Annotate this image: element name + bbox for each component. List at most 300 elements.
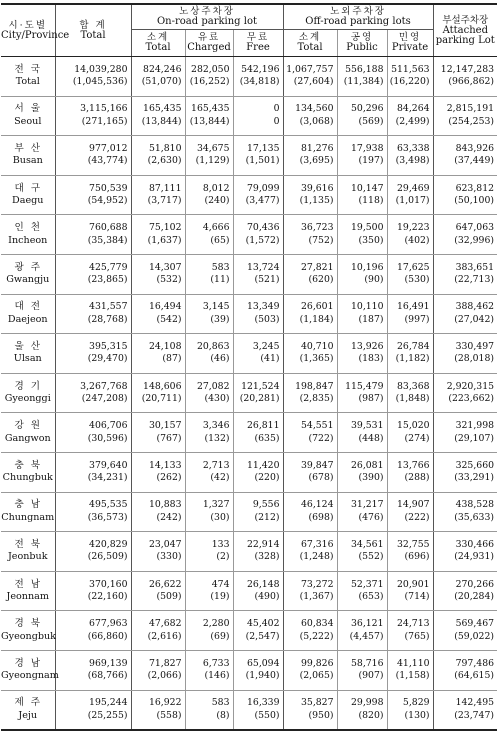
cell-value: 321,998 — [455, 420, 495, 432]
table-row — [1, 452, 497, 492]
cell-value: 2,920,315 — [446, 380, 495, 392]
cell-off-private — [387, 690, 433, 730]
cell-value-paren: (2,630) — [147, 155, 182, 167]
cell-value-paren: (448) — [358, 432, 384, 444]
cell-value-paren: (1,182) — [395, 353, 430, 365]
cell-value-paren: (130) — [404, 709, 430, 721]
cell-on-free — [233, 650, 283, 690]
cell-off-private — [387, 215, 433, 255]
cell-value-paren: (35,633) — [454, 511, 495, 523]
cell-total — [55, 413, 131, 453]
cell-on-total — [131, 136, 185, 176]
cell-value-paren: (183) — [358, 353, 384, 365]
cell-value-paren: (1,940) — [245, 670, 280, 682]
cell-value: 34,561 — [350, 538, 384, 550]
cell-value-paren: (30) — [210, 511, 230, 523]
cell-on-charged — [185, 650, 233, 690]
cell-off-public — [337, 492, 387, 532]
cell-value: 395,315 — [89, 340, 128, 352]
cell-off-total — [283, 413, 337, 453]
header-on-total — [131, 30, 185, 57]
cell-value: 115,479 — [345, 380, 384, 392]
table-row — [1, 413, 497, 453]
cell-value: 583 — [211, 697, 230, 709]
cell-on-total — [131, 532, 185, 572]
cell-value: 3,267,768 — [80, 380, 128, 392]
cell-value-paren: (752) — [308, 234, 334, 246]
cell-value: 26,784 — [397, 340, 430, 352]
cell-value-paren: (50,100) — [454, 195, 495, 207]
cell-value: 13,724 — [246, 261, 280, 273]
table-row — [1, 96, 497, 136]
cell-attached — [433, 532, 497, 572]
cell-on-free — [233, 690, 283, 730]
cell-value: 50,296 — [350, 103, 384, 115]
cell-value: 27,082 — [196, 380, 230, 392]
cell-total — [55, 136, 131, 176]
cell-value: 2,280 — [202, 618, 230, 630]
region-cell — [1, 57, 55, 97]
cell-value-paren: (34,231) — [87, 472, 128, 484]
cell-on-charged — [185, 373, 233, 413]
cell-value: 843,926 — [455, 142, 495, 154]
cell-on-free — [233, 254, 283, 294]
cell-value: 14,307 — [148, 261, 182, 273]
cell-value-paren: (54,952) — [87, 195, 128, 207]
cell-off-total — [283, 215, 337, 255]
cell-value-paren: (223,662) — [448, 393, 495, 405]
cell-value-paren: (16,252) — [189, 76, 230, 88]
cell-value-paren: (542) — [156, 313, 182, 325]
cell-off-private — [387, 175, 433, 215]
cell-on-charged — [185, 215, 233, 255]
header-on-free-ko: 무료 — [246, 32, 270, 43]
cell-value-paren: (635) — [254, 432, 280, 444]
cell-value: 647,063 — [455, 222, 495, 234]
cell-value: 29,998 — [350, 697, 384, 709]
cell-value: 19,223 — [397, 222, 430, 234]
region-name-en: Seoul — [14, 115, 42, 127]
header-total-ko: 합 계 — [79, 19, 107, 31]
cell-value-paren: (950) — [308, 709, 334, 721]
cell-off-total — [283, 650, 337, 690]
header-region-ko: 시·도별 — [8, 19, 48, 31]
header-region-en: City/Province — [1, 29, 70, 41]
cell-value: 2,713 — [202, 459, 230, 471]
header-attached-ko: 부설주차장 — [442, 14, 489, 26]
region-cell — [1, 452, 55, 492]
cell-total — [55, 215, 131, 255]
cell-total — [55, 57, 131, 97]
cell-attached — [433, 136, 497, 176]
region-name-en: Incheon — [8, 234, 48, 246]
cell-value: 39,531 — [350, 420, 384, 432]
cell-value-paren: (59,022) — [454, 630, 495, 642]
cell-off-public — [337, 215, 387, 255]
cell-on-total — [131, 334, 185, 374]
cell-value: 24,108 — [148, 340, 182, 352]
cell-value: 165,435 — [191, 103, 230, 115]
region-name-en: Gangwon — [4, 432, 51, 444]
cell-on-charged — [185, 254, 233, 294]
cell-value-paren: (1,045,536) — [72, 76, 128, 88]
cell-off-private — [387, 254, 433, 294]
region-cell — [1, 690, 55, 730]
cell-off-total — [283, 96, 337, 136]
cell-on-free — [233, 57, 283, 97]
cell-value: 16,922 — [148, 697, 182, 709]
cell-value: 40,710 — [300, 340, 334, 352]
cell-value-paren: (66,860) — [87, 630, 128, 642]
cell-value: 760,688 — [89, 222, 128, 234]
cell-on-total — [131, 413, 185, 453]
cell-value-paren: (3,717) — [147, 195, 182, 207]
cell-total — [55, 334, 131, 374]
header-region — [1, 4, 70, 57]
cell-value: 60,834 — [300, 618, 334, 630]
cell-value-paren: (28,018) — [454, 353, 495, 365]
cell-value: 26,622 — [148, 578, 182, 590]
region-name-ko: 경남 — [14, 657, 48, 669]
header-on-total-en: Total — [145, 42, 171, 53]
cell-value-paren: (907) — [358, 670, 384, 682]
table-row — [1, 254, 497, 294]
cell-on-total — [131, 611, 185, 651]
cell-value: 977,012 — [89, 142, 128, 154]
header-off-total — [283, 30, 337, 57]
cell-value: 73,272 — [300, 578, 334, 590]
cell-value: 8,012 — [202, 182, 230, 194]
region-name-en: Busan — [12, 155, 43, 167]
cell-value-paren: (197) — [358, 155, 384, 167]
cell-attached — [433, 96, 497, 136]
cell-on-free — [233, 175, 283, 215]
cell-value: 198,847 — [295, 380, 334, 392]
cell-value-paren: (262) — [156, 472, 182, 484]
cell-off-private — [387, 136, 433, 176]
cell-value: 750,539 — [89, 182, 128, 194]
cell-value-paren: (187) — [358, 313, 384, 325]
cell-value: 121,524 — [241, 380, 280, 392]
cell-attached — [433, 611, 497, 651]
cell-value-paren: (509) — [156, 591, 182, 603]
cell-value: 34,675 — [196, 142, 230, 154]
cell-value: 41,110 — [397, 657, 430, 669]
cell-value: 431,557 — [89, 301, 128, 313]
cell-value-paren: (22,160) — [87, 591, 128, 603]
cell-value-paren: (35,384) — [87, 234, 128, 246]
cell-on-free — [233, 96, 283, 136]
cell-off-total — [283, 532, 337, 572]
cell-total — [55, 571, 131, 611]
region-name-ko: 광주 — [14, 261, 48, 273]
table-row — [1, 175, 497, 215]
region-cell — [1, 611, 55, 651]
region-name-en: Gyeonggi — [4, 393, 51, 405]
cell-total — [55, 650, 131, 690]
cell-off-private — [387, 96, 433, 136]
cell-value-paren: (1,365) — [299, 353, 334, 365]
cell-value-paren: (3,477) — [245, 195, 280, 207]
cell-value: 27,821 — [300, 261, 334, 273]
cell-on-total — [131, 452, 185, 492]
cell-value-paren: (20,711) — [141, 393, 182, 405]
cell-value: 406,706 — [89, 420, 128, 432]
cell-total — [55, 294, 131, 334]
cell-on-free — [233, 413, 283, 453]
cell-off-total — [283, 334, 337, 374]
cell-value: 3,145 — [202, 301, 230, 313]
cell-attached — [433, 690, 497, 730]
cell-value: 35,827 — [300, 697, 334, 709]
cell-value: 370,160 — [89, 578, 128, 590]
cell-value: 63,338 — [397, 142, 430, 154]
cell-on-charged — [185, 175, 233, 215]
cell-off-public — [337, 373, 387, 413]
cell-value: 16,339 — [246, 697, 280, 709]
table-row — [1, 650, 497, 690]
cell-on-free — [233, 215, 283, 255]
cell-value: 569,467 — [455, 618, 495, 630]
cell-value-paren: (13,844) — [189, 115, 230, 127]
cell-total — [55, 96, 131, 136]
cell-value-paren: (5,222) — [299, 630, 334, 642]
cell-off-private — [387, 334, 433, 374]
cell-attached — [433, 650, 497, 690]
region-cell — [1, 532, 55, 572]
cell-on-free — [233, 452, 283, 492]
cell-off-public — [337, 650, 387, 690]
region-name-ko: 울산 — [14, 340, 48, 352]
cell-value: 1,067,757 — [286, 63, 334, 75]
cell-off-total — [283, 254, 337, 294]
cell-value-paren: (350) — [358, 234, 384, 246]
cell-on-charged — [185, 571, 233, 611]
cell-value: 17,625 — [397, 261, 430, 273]
cell-value: 17,938 — [350, 142, 384, 154]
region-name-en: Chungnam — [1, 511, 55, 523]
cell-value: 325,660 — [455, 459, 495, 471]
cell-value-paren: (39) — [210, 313, 230, 325]
region-cell — [1, 492, 55, 532]
cell-value-paren: (1,501) — [245, 155, 280, 167]
cell-value: 797,486 — [455, 657, 495, 669]
region-cell — [1, 334, 55, 374]
cell-off-public — [337, 254, 387, 294]
cell-value: 13,349 — [246, 301, 280, 313]
cell-on-free — [233, 294, 283, 334]
cell-value: 30,157 — [148, 420, 182, 432]
cell-value: 14,907 — [397, 499, 430, 511]
cell-value: 51,810 — [148, 142, 182, 154]
cell-value-paren: (26,509) — [87, 551, 128, 563]
cell-value: 17,135 — [246, 142, 280, 154]
cell-value-paren: (27,604) — [293, 76, 334, 88]
cell-value-paren: (274) — [404, 432, 430, 444]
header-onroad-en: On-road parking lot — [156, 16, 258, 27]
region-name-ko: 경기 — [14, 380, 48, 392]
cell-value-paren: (87) — [162, 353, 182, 365]
cell-on-total — [131, 373, 185, 413]
cell-value: 0 — [273, 103, 280, 115]
region-cell — [1, 373, 55, 413]
cell-on-free — [233, 136, 283, 176]
cell-on-charged — [185, 492, 233, 532]
cell-total — [55, 452, 131, 492]
cell-off-public — [337, 136, 387, 176]
region-name-ko: 경북 — [14, 618, 48, 630]
header-off-private-ko: 민영 — [398, 32, 422, 43]
header-on-charged — [185, 30, 233, 57]
cell-on-total — [131, 571, 185, 611]
header-attached — [433, 4, 497, 57]
cell-value: 330,466 — [455, 538, 495, 550]
header-attached-en1: Attached — [442, 24, 488, 36]
cell-attached — [433, 334, 497, 374]
cell-value: 134,560 — [295, 103, 334, 115]
cell-value: 9,556 — [252, 499, 280, 511]
cell-off-private — [387, 413, 433, 453]
region-name-en: Chungbuk — [2, 472, 53, 484]
cell-total — [55, 254, 131, 294]
cell-value: 10,147 — [350, 182, 384, 194]
region-name-ko: 제주 — [14, 697, 48, 709]
region-cell — [1, 294, 55, 334]
region-name-en: Jeonnam — [6, 591, 49, 603]
cell-total — [55, 611, 131, 651]
cell-value: 3,115,166 — [80, 103, 128, 115]
cell-on-total — [131, 294, 185, 334]
cell-on-charged — [185, 57, 233, 97]
cell-off-private — [387, 532, 433, 572]
table-row — [1, 492, 497, 532]
cell-value: 142,495 — [455, 697, 495, 709]
cell-off-total — [283, 492, 337, 532]
cell-value-paren: (550) — [254, 709, 280, 721]
cell-value-paren: (987) — [358, 393, 384, 405]
cell-value: 26,148 — [246, 578, 280, 590]
cell-value-paren: (1,572) — [245, 234, 280, 246]
cell-value-paren: (430) — [204, 393, 230, 405]
cell-attached — [433, 373, 497, 413]
cell-value: 165,435 — [143, 103, 182, 115]
cell-value: 70,436 — [246, 222, 280, 234]
cell-value: 26,081 — [350, 459, 384, 471]
region-cell — [1, 650, 59, 690]
table-row — [1, 611, 497, 651]
cell-on-charged — [185, 532, 233, 572]
cell-on-charged — [185, 452, 233, 492]
cell-value: 32,755 — [397, 538, 430, 550]
cell-value: 420,829 — [89, 538, 128, 550]
header-off-public-ko: 공영 — [350, 32, 374, 43]
cell-value-paren: (1,017) — [395, 195, 430, 207]
cell-off-private — [387, 650, 433, 690]
cell-off-public — [337, 690, 387, 730]
cell-attached — [433, 452, 497, 492]
table-row — [1, 334, 497, 374]
table-row — [1, 294, 497, 334]
cell-value-paren: (532) — [156, 274, 182, 286]
cell-value-paren: (146) — [204, 670, 230, 682]
cell-on-total — [131, 650, 185, 690]
cell-value-paren: (1,184) — [299, 313, 334, 325]
cell-off-public — [337, 57, 387, 97]
cell-off-total — [283, 373, 337, 413]
cell-value: 11,420 — [246, 459, 280, 471]
cell-on-charged — [185, 690, 233, 730]
cell-value: 71,827 — [148, 657, 182, 669]
cell-value: 10,196 — [350, 261, 384, 273]
cell-value-paren: (530) — [404, 274, 430, 286]
cell-off-private — [387, 452, 433, 492]
cell-total — [55, 373, 131, 413]
cell-value-paren: (29,470) — [87, 353, 128, 365]
cell-value: 20,863 — [196, 340, 230, 352]
cell-value: 282,050 — [191, 63, 230, 75]
header-attached-en2: parking Lot — [435, 34, 495, 46]
cell-on-free — [233, 492, 283, 532]
cell-value: 556,188 — [345, 63, 384, 75]
cell-value: 824,246 — [143, 63, 182, 75]
cell-value-paren: (2,616) — [147, 630, 182, 642]
table-row — [1, 57, 497, 97]
header-onroad-ko: 노상주차장 — [179, 6, 235, 17]
cell-value: 330,497 — [455, 340, 495, 352]
cell-off-total — [283, 571, 337, 611]
cell-value: 81,276 — [300, 142, 334, 154]
cell-off-private — [387, 57, 433, 97]
cell-value: 511,563 — [391, 63, 430, 75]
cell-value-paren: (490) — [254, 591, 280, 603]
cell-attached — [433, 413, 497, 453]
cell-off-private — [387, 492, 433, 532]
cell-attached — [433, 57, 497, 97]
cell-on-charged — [185, 294, 233, 334]
cell-value: 46,124 — [300, 499, 334, 511]
cell-value-paren: (503) — [254, 313, 280, 325]
cell-value-paren: (966,862) — [448, 76, 495, 88]
header-off-private-en: Private — [391, 42, 429, 53]
cell-on-free — [233, 334, 283, 374]
cell-value: 379,640 — [89, 459, 128, 471]
region-name-ko: 대전 — [14, 301, 48, 313]
cell-attached — [433, 254, 497, 294]
header-off-total-en: Total — [297, 42, 323, 53]
cell-value-paren: (1,135) — [299, 195, 334, 207]
cell-on-free — [233, 532, 283, 572]
cell-value-paren: (765) — [404, 630, 430, 642]
region-cell — [1, 571, 55, 611]
cell-value-paren: (698) — [308, 511, 334, 523]
header-on-charged-ko: 유료 — [197, 32, 221, 43]
cell-value-paren: (19) — [210, 591, 230, 603]
cell-value: 79,099 — [246, 182, 280, 194]
cell-value: 83,368 — [397, 380, 430, 392]
cell-value: 23,047 — [148, 538, 182, 550]
cell-value: 5,829 — [402, 697, 430, 709]
cell-on-charged — [185, 413, 233, 453]
cell-off-total — [283, 294, 337, 334]
header-onroad — [131, 4, 283, 30]
cell-value-paren: (36,573) — [87, 511, 128, 523]
region-name-ko: 전국 — [14, 63, 48, 75]
cell-value: 148,606 — [143, 380, 182, 392]
cell-off-private — [387, 611, 433, 651]
cell-on-free — [233, 611, 283, 651]
cell-value: 6,733 — [202, 657, 230, 669]
cell-value-paren: (1,158) — [395, 670, 430, 682]
